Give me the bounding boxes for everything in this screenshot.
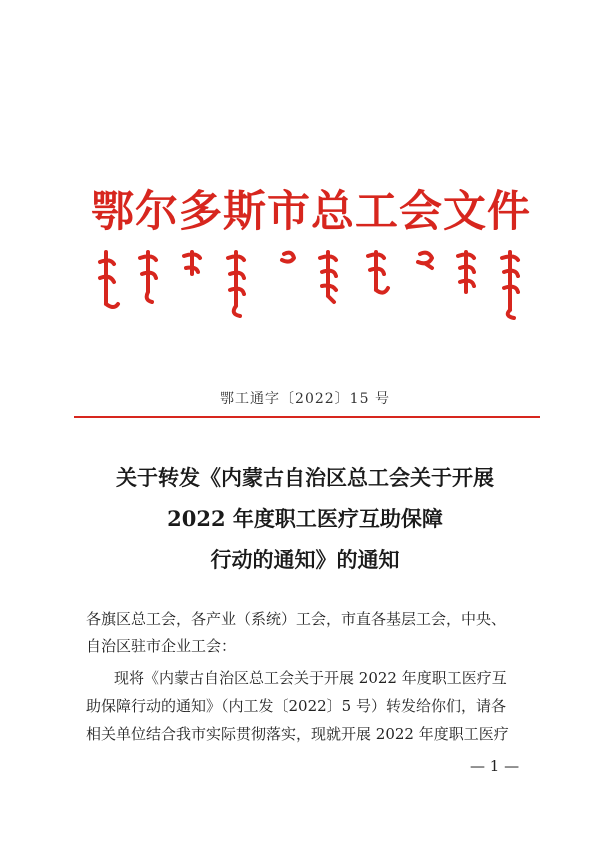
document-title-line-2: 2022 年度职工医疗互助保障 [167,506,443,531]
body-paragraph-line-1: 现将《内蒙古自治区总工会关于开展 2022 年度职工医疗互 [114,669,507,687]
body-paragraph-line-2: 助保障行动的通知》（内工发〔2022〕5 号）转发给你们，请各 [86,697,506,715]
addressee-line-1: 各旗区总工会，各产业（系统）工会，市直各基层工会，中央、 [86,610,507,628]
addressee-line-2: 自治区驻市企业工会： [86,637,237,655]
document-title-line-3: 行动的通知》的通知 [210,547,400,572]
page-number: — 1 — [470,757,520,775]
masthead-title: 鄂尔多斯市总工会文件 [91,187,531,237]
body-paragraph-line-3: 相关单位结合我市实际贯彻落实，现就开展 2022 年度职工医疗 [86,725,509,743]
document-title-line-1: 关于转发《内蒙古自治区总工会关于开展 [116,465,494,490]
mongolian-script-masthead [96,244,526,320]
red-divider-line [74,416,540,418]
document-number: 鄂工通字〔2022〕15 号 [220,391,390,407]
